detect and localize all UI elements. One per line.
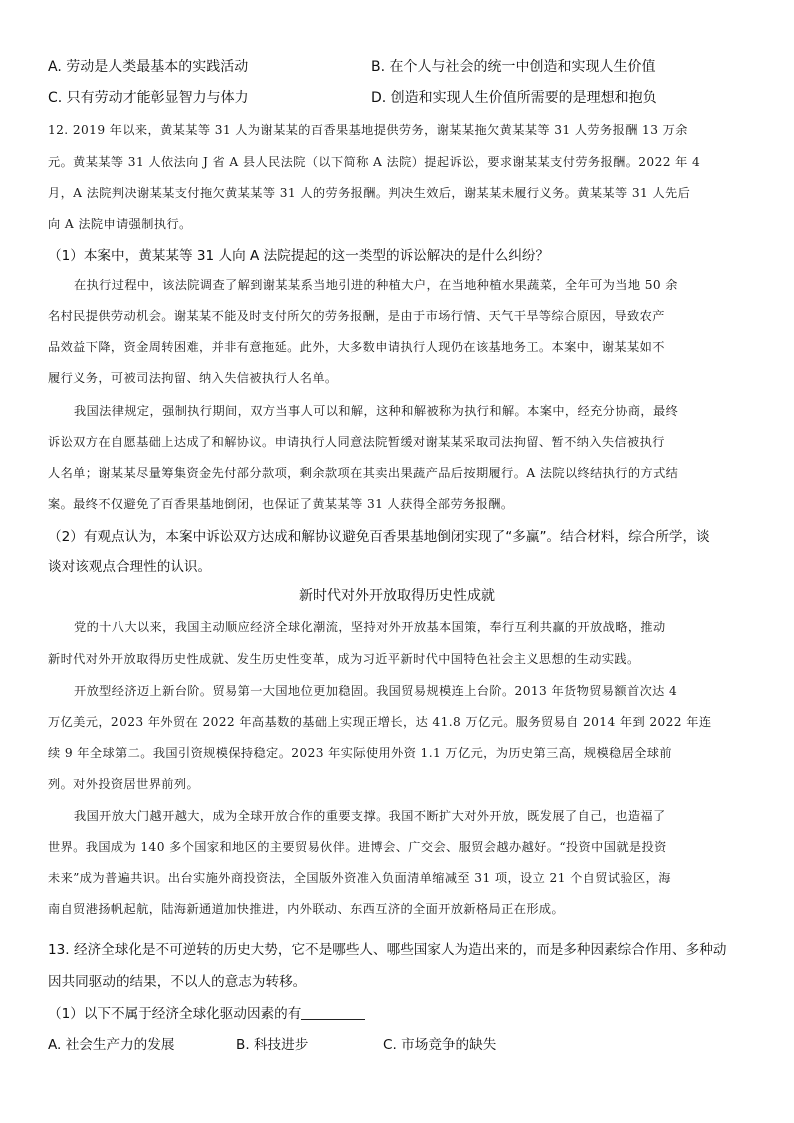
article-line: 续 9 年全球第二。我国引资规模保持稳定。2023 年实际使用外资 1.1 万亿元，为历史第三高，规模稳居全球前 [48,746,672,760]
article-line: 万亿美元，2023 年外贸在 2022 年高基数的基础上实现正增长，达 41.8 万亿元。服务贸易自 2014 年到 2022 年连 [48,715,712,729]
q12-material-line: 人名单；谢某某尽量筹集资金先付部分款项，剩余款项在其卖出果蔬产品后按期履行。A 法院以终结执行的方式结 [48,466,679,480]
article-line: 南自贸港扬帆起航，陆海新通道加快推进，内外联动、东西互济的全面开放新格局正在形成。 [48,902,565,916]
q12-material-line: 案。最终不仅避免了百香果基地倒闭，也保证了黄某某等 31 人获得全部劳务报酬。 [48,497,514,511]
q13-stem-line: 因共同驱动的结果，不以人的意志为转移。 [48,974,307,990]
q11-options-row-1 [46,56,766,76]
q12-sub-question-2: 谈对该观点合理性的认识。 [48,559,212,575]
q13-option-a: A. 社会生产力的发展 [48,1037,175,1053]
article-line: 列。对外投资居世界前列。 [48,777,200,791]
q13-sub-question-1 [48,1002,365,1022]
q11-option-a: A. 劳动是人类最基本的实践活动 [48,59,249,75]
q12-stem-line: 元。黄某某等 31 人依法向 J 省 A 县人民法院（以下简称 A 法院）提起诉讼，要求谢某某支付劳务报酬。2022 年 4 [48,155,701,169]
q12-material-line: 名村民提供劳动机会。谢某某不能及时支付所欠的劳务报酬，是由于市场行情、天气干旱等综合原因，导致农产 [48,309,665,323]
q13-stem-line: 13. 经济全球化是不可逆转的历史大势，它不是哪些人、哪些国家人为造出来的，而是多种因素综合作用、多种动 [48,942,727,958]
q11-option-c: C. 只有劳动才能彰显智力与体力 [48,90,249,106]
q13-sub-question-1-text: （1）以下不属于经济全球化驱动因素的有 [48,1006,302,1022]
article-line: 我国开放大门越开越大，成为全球开放合作的重要支撑。我国不断扩大对外开放，既发展了自己，也造福了 [74,809,666,823]
article-line: 世界。我国成为 140 多个国家和地区的主要贸易伙伴。进博会、广交会、服贸会越办越好。“投资中国就是投资 [48,840,667,854]
article-title: 新时代对外开放取得历史性成就 [299,588,495,604]
q12-material-line: 诉讼双方在自愿基础上达成了和解协议。申请执行人同意法院暂缓对谢某某采取司法拘留、暂不纳入失信被执行 [48,435,665,449]
q12-sub-question-2: （2）有观点认为，本案中诉讼双方达成和解协议避免百香果基地倒闭实现了“多赢”。结合材料，综合所学，谈 [48,529,710,545]
answer-blank[interactable] [301,1005,365,1020]
q13-option-c: C. 市场竞争的缺失 [383,1037,497,1053]
article-line: 未来”成为普遍共识。出台实施外商投资法，全国版外资准入负面清单缩减至 31 项，设立 21 个自贸试验区，海 [48,871,671,885]
q11-option-d: D. 创造和实现人生价值所需要的是理想和抱负 [371,90,657,106]
q12-material-line: 品效益下降，资金周转困难，并非有意拖延。此外，大多数申请执行人现仍在该基地务工。本案中，谢某某如不 [48,340,665,354]
q13-option-b: B. 科技进步 [236,1037,309,1053]
q11-options-row-2 [46,87,766,107]
article-line: 新时代对外开放取得历史性成就、发生历史性变革，成为习近平新时代中国特色社会主义思想的生动实践。 [48,652,640,666]
q12-sub-question-1: （1）本案中，黄某某等 31 人向 A 法院提起的这一类型的诉讼解决的是什么纠纷？ [48,248,550,264]
q12-material-line: 履行义务，可被司法拘留、纳入失信被执行人名单。 [48,371,338,385]
q12-material-line: 在执行过程中，该法院调查了解到谢某某系当地引进的种植大户，在当地种植水果蔬菜，全年可为当地 50 余 [74,278,678,292]
q12-stem-line: 向 A 法院申请强制执行。 [48,217,192,231]
article-line: 党的十八大以来，我国主动顺应经济全球化潮流，坚持对外开放基本国策，奉行互利共赢的开放战略，推动 [74,620,666,634]
q12-stem-line: 月，A 法院判决谢某某支付拖欠黄某某等 31 人的劳务报酬。判决生效后，谢某某未履行义务。黄某某等 31 人先后 [48,186,691,200]
q11-option-b: B. 在个人与社会的统一中创造和实现人生价值 [371,59,656,75]
article-line: 开放型经济迈上新台阶。贸易第一大国地位更加稳固。我国贸易规模连上台阶。2013 年货物贸易额首次达 4 [74,684,678,698]
q12-stem-line: 12. 2019 年以来，黄某某等 31 人为谢某某的百香果基地提供劳务，谢某某拖欠黄某某等 31 人劳务报酬 13 万余 [48,123,688,137]
q12-material-line: 我国法律规定，强制执行期间，双方当事人可以和解，这种和解被称为执行和解。本案中，经充分协商，最终 [74,404,679,418]
